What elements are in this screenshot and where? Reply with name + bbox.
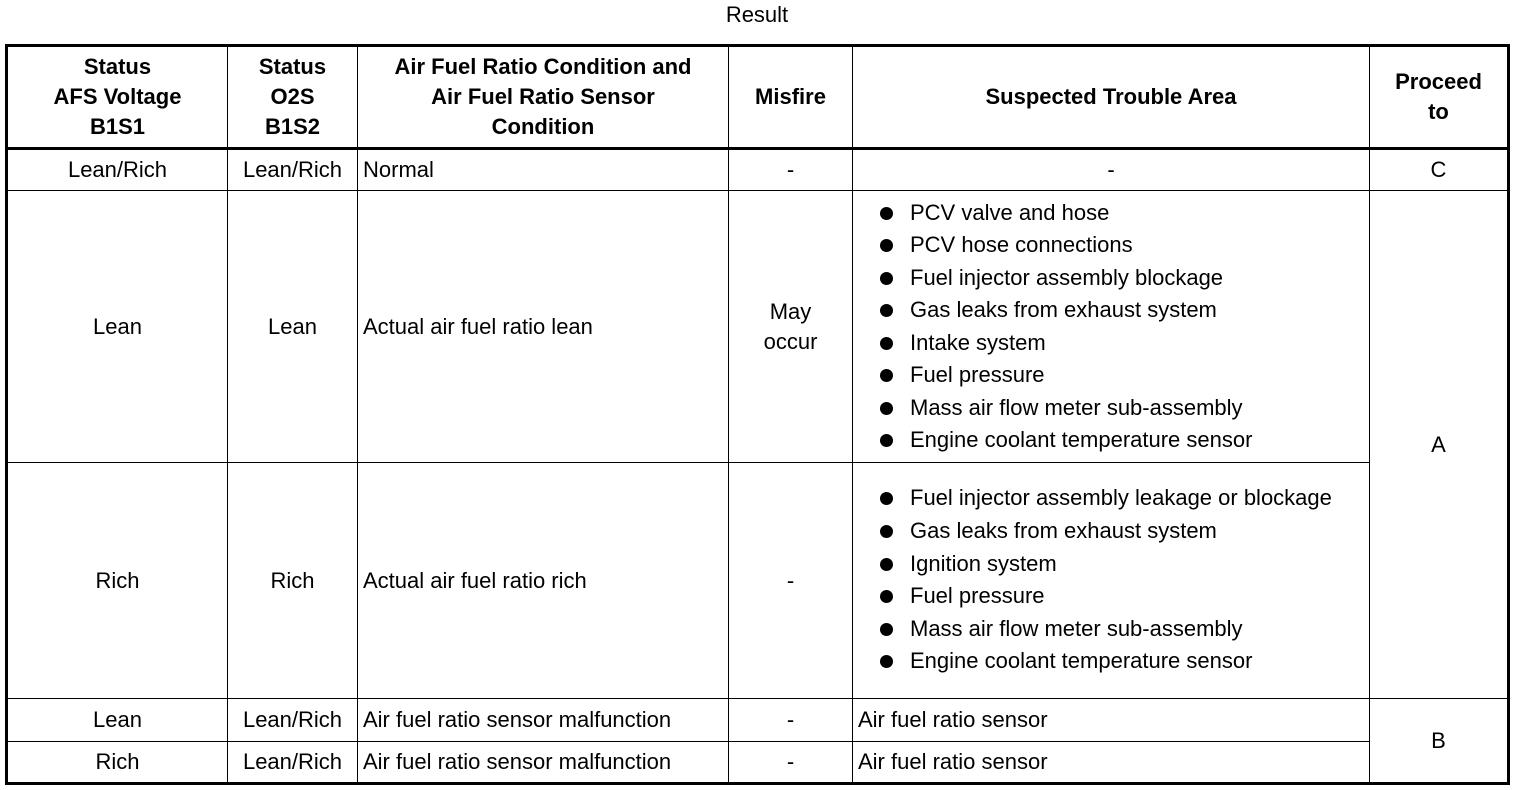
header-condition-line-3: Condition [491, 114, 595, 139]
list-item-label: PCV hose connections [910, 232, 1133, 257]
cell-proceed: C [1370, 149, 1509, 191]
header-o2s [228, 46, 358, 149]
bullet-icon [880, 558, 893, 571]
header-o2s-line-1: Status [258, 54, 327, 79]
cell-proceed: A [1370, 191, 1509, 699]
bullet-icon [880, 623, 893, 636]
list-item-label: Gas leaks from exhaust system [910, 518, 1217, 544]
list-item-label: Fuel injector assembly blockage [910, 264, 1224, 290]
trouble-list [858, 193, 1364, 461]
header-condition [358, 46, 729, 149]
cell-trouble-area: - [853, 149, 1370, 191]
table-row [7, 742, 1509, 784]
header-afs-line-2: AFS Voltage [53, 84, 182, 109]
list-item [878, 229, 1364, 262]
list-item-label: Fuel pressure [910, 362, 1045, 387]
cell-condition: Actual air fuel ratio lean [358, 191, 729, 463]
list-item [878, 515, 1364, 548]
header-proceed-line-1: Proceed [1395, 69, 1482, 94]
header-afs-line-1: Status [83, 54, 152, 79]
header-proceed-line-2: to [1428, 99, 1449, 124]
list-item [878, 613, 1364, 646]
bullet-icon [880, 337, 893, 350]
list-item [878, 327, 1364, 360]
cell-condition: Normal [358, 149, 729, 191]
cell-misfire [729, 191, 853, 463]
bullet-icon [880, 402, 893, 415]
list-item [878, 262, 1364, 295]
list-item-label: Gas leaks from exhaust system [910, 297, 1217, 322]
cell-condition: Air fuel ratio sensor malfunction [358, 742, 729, 784]
header-proceed [1370, 46, 1509, 149]
cell-trouble-area [853, 191, 1370, 463]
table-caption: Result [725, 2, 789, 27]
bullet-icon [880, 207, 893, 220]
list-item [878, 359, 1364, 392]
list-item-label: Mass air flow meter sub-assembly [910, 394, 1243, 420]
cell-trouble-area: Air fuel ratio sensor [853, 699, 1370, 742]
bullet-icon [880, 525, 893, 538]
list-item-label: Fuel pressure [910, 583, 1045, 609]
cell-o2s: Lean/Rich [228, 742, 358, 784]
cell-afs: Lean [7, 699, 228, 742]
cell-misfire-line-1: May [769, 298, 812, 324]
header-condition-line-2: Air Fuel Ratio Sensor [431, 84, 655, 109]
bullet-icon [880, 655, 893, 668]
list-item-label: Engine coolant temperature sensor [910, 648, 1253, 674]
cell-misfire-line-2: occur [763, 328, 818, 354]
header-o2s-line-2: O2S [270, 84, 315, 109]
list-item [878, 294, 1364, 327]
header-o2s-line-3: B1S2 [264, 114, 321, 139]
list-item-label: Fuel injector assembly leakage or blockage [910, 485, 1332, 511]
cell-afs: Lean [7, 191, 228, 463]
bullet-icon [880, 590, 893, 603]
list-item-label: Ignition system [910, 550, 1057, 576]
cell-trouble-area [853, 463, 1370, 699]
cell-trouble-area: Air fuel ratio sensor [853, 742, 1370, 784]
bullet-icon [880, 492, 893, 505]
list-item [878, 548, 1364, 581]
list-item [878, 580, 1364, 613]
cell-misfire: - [729, 699, 853, 742]
header-row [7, 46, 1509, 149]
header-afs-line-3: B1S1 [89, 114, 146, 139]
cell-o2s: Lean/Rich [228, 149, 358, 191]
bullet-icon [880, 239, 893, 252]
list-item-label: PCV valve and hose [910, 199, 1110, 225]
list-item [878, 197, 1364, 230]
header-condition-line-1: Air Fuel Ratio Condition and [394, 54, 692, 79]
bullet-icon [880, 304, 893, 317]
cell-condition: Air fuel ratio sensor malfunction [358, 699, 729, 742]
table-row [7, 191, 1509, 463]
list-item-label: Engine coolant temperature sensor [910, 427, 1253, 452]
bullet-icon [880, 434, 893, 447]
trouble-list [858, 479, 1364, 682]
cell-condition: Actual air fuel ratio rich [358, 463, 729, 699]
result-table [5, 44, 1510, 785]
table-row [7, 699, 1509, 742]
table-row [7, 463, 1509, 699]
header-misfire: Misfire [729, 46, 853, 149]
cell-o2s: Lean [228, 191, 358, 463]
cell-o2s: Lean/Rich [228, 699, 358, 742]
cell-o2s: Rich [228, 463, 358, 699]
bullet-icon [880, 369, 893, 382]
list-item-label: Intake system [910, 329, 1046, 355]
table-row [7, 149, 1509, 191]
cell-afs: Rich [7, 463, 228, 699]
cell-afs: Rich [7, 742, 228, 784]
cell-proceed: B [1370, 699, 1509, 784]
cell-misfire: - [729, 463, 853, 699]
cell-misfire: - [729, 149, 853, 191]
header-trouble-area: Suspected Trouble Area [853, 46, 1370, 149]
bullet-icon [880, 272, 893, 285]
cell-misfire: - [729, 742, 853, 784]
list-item [878, 645, 1364, 678]
list-item-label: Mass air flow meter sub-assembly [910, 615, 1243, 641]
cell-afs: Lean/Rich [7, 149, 228, 191]
list-item [878, 392, 1364, 425]
list-item [878, 424, 1364, 457]
header-afs-voltage [7, 46, 228, 149]
list-item [878, 483, 1364, 513]
